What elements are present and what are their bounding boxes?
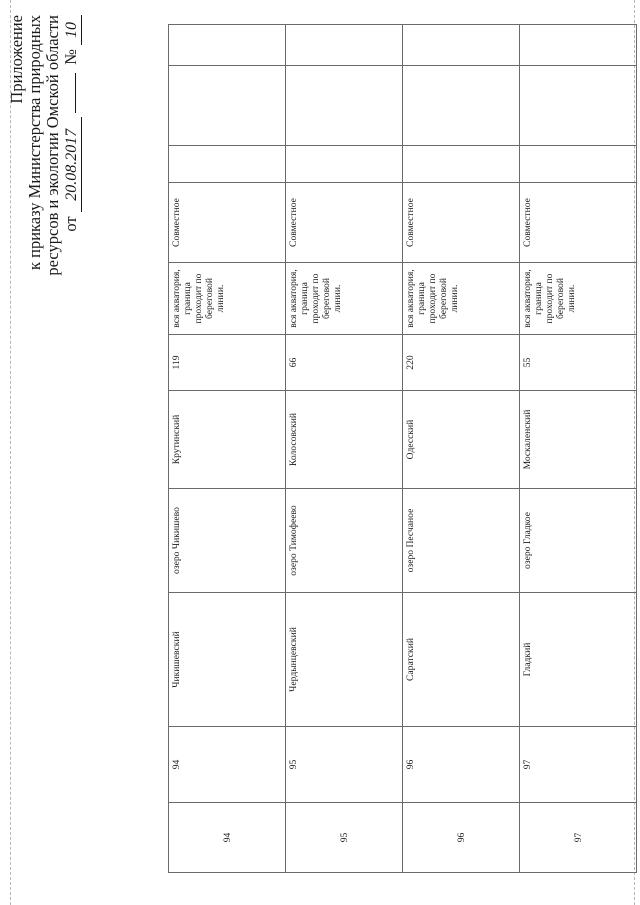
num-cell: 95 (286, 803, 403, 873)
table-row (403, 25, 520, 873)
area-cell: 66 (286, 335, 403, 391)
num2-cell: 96 (403, 727, 520, 803)
num2-cell: 95 (286, 727, 403, 803)
order-number: 10 (63, 15, 82, 45)
boundary-cell: вся акватория, граница проходит по береговой линии. (169, 263, 286, 335)
num2-cell: 97 (520, 727, 637, 803)
area-cell: 55 (520, 335, 637, 391)
empty-cell-2 (520, 66, 637, 146)
empty-cell-1 (403, 146, 520, 183)
num-cell: 94 (169, 803, 286, 873)
region-cell: Одесский (403, 391, 520, 489)
appendix-title: Приложение (7, 15, 26, 104)
order-line: к приказу Министерства природных (25, 15, 44, 271)
table-row (286, 25, 403, 873)
boundary-cell: вся акватория, граница проходит по береговой линии. (286, 263, 403, 335)
empty-cell-1 (520, 146, 637, 183)
empty-cell-3 (286, 25, 403, 66)
use-cell: Совместное (403, 183, 520, 263)
date-number-line (62, 15, 82, 305)
lakes-table (168, 24, 637, 873)
empty-cell-2 (286, 66, 403, 146)
table-row (520, 25, 637, 873)
table-row (169, 25, 286, 873)
boundary-cell: вся акватория, граница проходит по береговой линии. (403, 263, 520, 335)
use-cell: Совместное (286, 183, 403, 263)
use-cell: Совместное (169, 183, 286, 263)
lake-cell: озеро Тимофеево (286, 489, 403, 593)
empty-cell-3 (520, 25, 637, 66)
district-cell: Чикишевский (169, 593, 286, 727)
district-cell: Чердынцевский (286, 593, 403, 727)
region-cell: Крутинский (169, 391, 286, 489)
lake-cell: озеро Гладкое (520, 489, 637, 593)
num-cell: 97 (520, 803, 637, 873)
ministry-line: ресурсов и экологии Омской области (43, 15, 62, 276)
empty-cell-2 (403, 66, 520, 146)
num-cell: 96 (403, 803, 520, 873)
lake-cell: озеро Песчаное (403, 489, 520, 593)
boundary-cell: вся акватория, граница проходит по береговой линии. (520, 263, 637, 335)
num2-cell: 94 (169, 727, 286, 803)
empty-cell-1 (169, 146, 286, 183)
appendix-header (8, 15, 82, 305)
empty-cell-2 (169, 66, 286, 146)
empty-cell-3 (169, 25, 286, 66)
empty-cell-3 (403, 25, 520, 66)
lake-cell: озеро Чикишево (169, 489, 286, 593)
region-cell: Москаленский (520, 391, 637, 489)
district-cell: Саратский (403, 593, 520, 727)
empty-cell-1 (286, 146, 403, 183)
area-cell: 119 (169, 335, 286, 391)
date-prefix: от (61, 216, 80, 232)
use-cell: Совместное (520, 183, 637, 263)
district-cell: Гладкий (520, 593, 637, 727)
order-date: 20.08.2017 (63, 117, 82, 212)
area-cell: 220 (403, 335, 520, 391)
number-prefix: № (61, 49, 80, 65)
region-cell: Колосовский (286, 391, 403, 489)
